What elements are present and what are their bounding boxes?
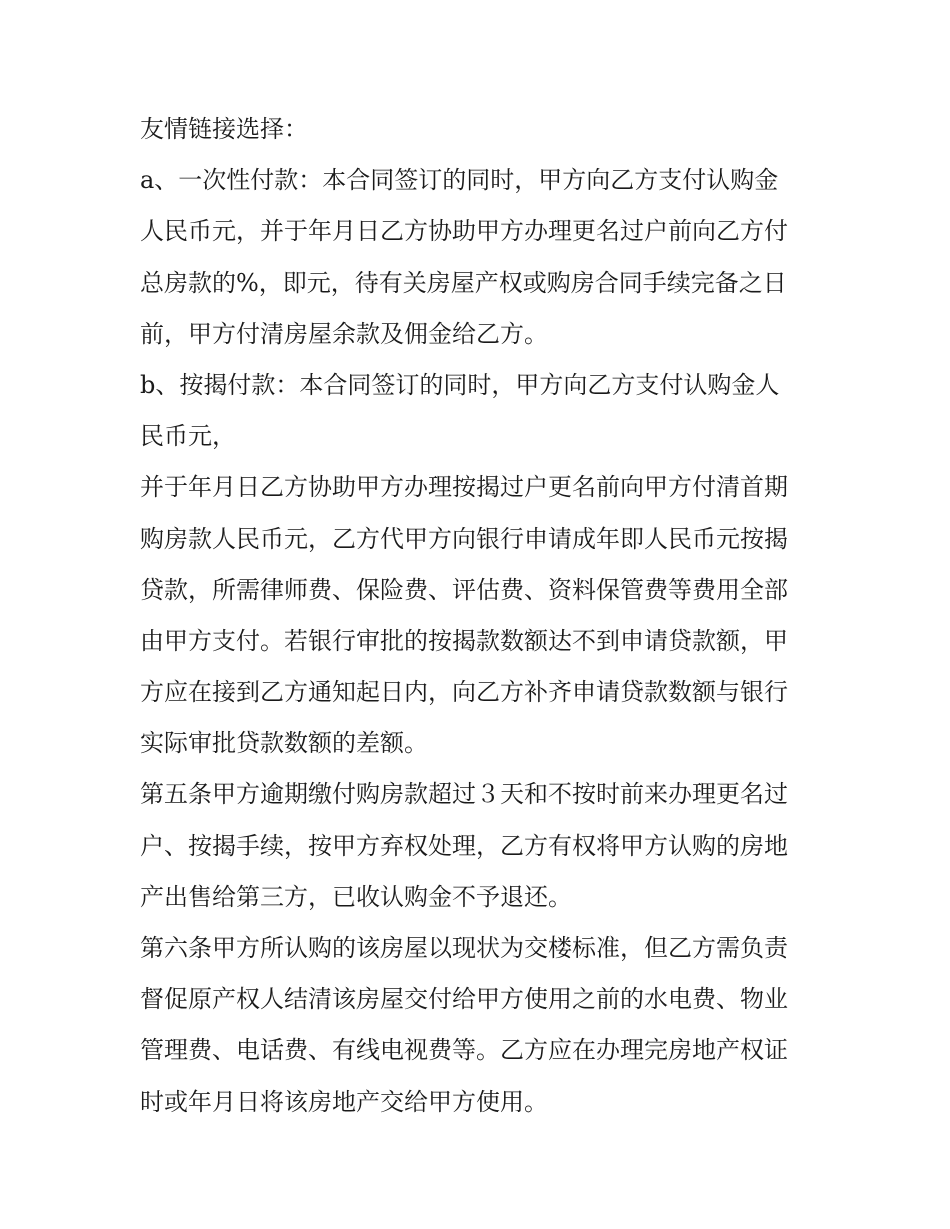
- text-line: 前，甲方付清房屋余款及佣金给乙方。: [140, 319, 548, 348]
- document-body: [140, 104, 820, 1128]
- section-heading: 友情链接选择：: [140, 115, 308, 143]
- text-line: 由甲方支付。若银行审批的按揭款数额达不到申请贷款额，甲: [140, 626, 788, 655]
- text-line: 管理费、电话费、有线电视费等。乙方应在办理完房地产权证: [140, 1036, 788, 1065]
- text-line: 并于年月日乙方协助甲方办理按揭过户更名前向甲方付清首期: [140, 473, 788, 502]
- text-line: 第六条甲方所认购的该房屋以现状为交楼标准，但乙方需负责: [140, 934, 788, 962]
- text-line: 民币元，: [140, 422, 236, 451]
- text-line: 督促原产权人结清该房屋交付给甲方使用之前的水电费、物业: [140, 985, 788, 1014]
- text-line: 第五条甲方逾期缴付购房款超过３天和不按时前来办理更名过: [140, 780, 788, 809]
- text-line: 方应在接到乙方通知起日内，向乙方补齐申请贷款数额与银行: [140, 678, 788, 707]
- text-line: 购房款人民币元，乙方代甲方向银行申请成年即人民币元按揭: [140, 524, 788, 553]
- text-line: 人民币元，并于年月日乙方协助甲方办理更名过户前向乙方付: [140, 217, 788, 246]
- text-line: 户、按揭手续，按甲方弃权处理，乙方有权将甲方认购的房地: [140, 831, 788, 860]
- text-line: 时或年月日将该房地产交给甲方使用。: [140, 1087, 548, 1116]
- text-line: 产出售给第三方，已收认购金不予退还。: [140, 882, 572, 911]
- text-line: b、按揭付款：本合同签订的同时，甲方向乙方支付认购金人: [140, 370, 780, 399]
- text-line: 实际审批贷款数额的差额。: [140, 729, 428, 758]
- text-line: 贷款，所需律师费、保险费、评估费、资料保管费等费用全部: [140, 575, 788, 604]
- text-line: a、一次性付款：本合同签订的同时，甲方向乙方支付认购金: [140, 166, 779, 195]
- text-line: 总房款的%，即元，待有关房屋产权或购房合同手续完备之日: [140, 268, 787, 297]
